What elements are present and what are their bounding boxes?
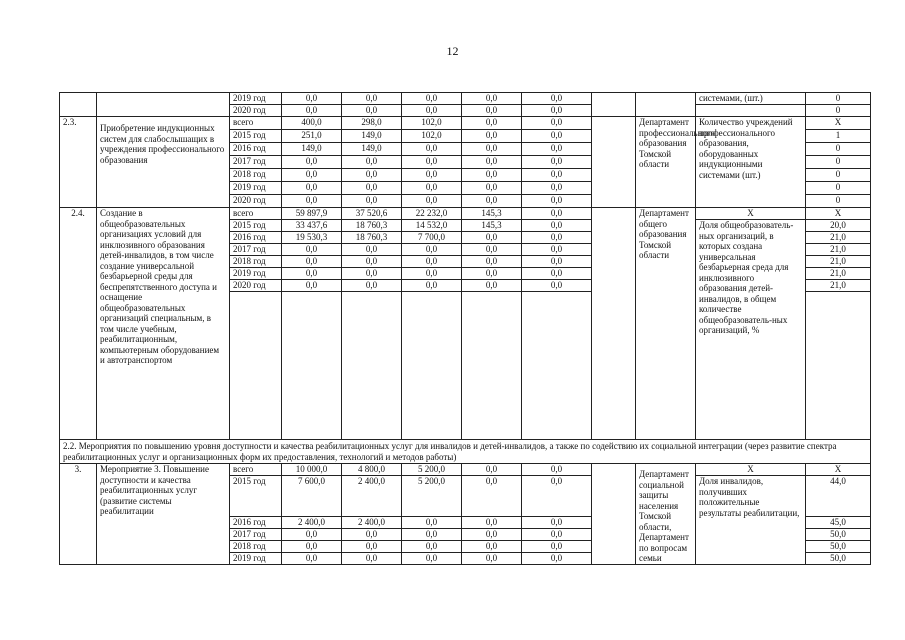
value-cell-4: 0,0	[462, 182, 522, 195]
executor-name: Департамент социальной защиты населения Томской области, Департамент по вопросам семьи	[636, 464, 696, 565]
value-cell-3: 0,0	[402, 105, 462, 117]
value-cell-4: 0,0	[462, 268, 522, 280]
table-row	[60, 440, 871, 464]
year-cell: 2016 год	[230, 516, 282, 528]
value-cell-5: 0,0	[522, 105, 592, 117]
indicator-value-cell	[806, 292, 871, 440]
activity-number: 2.4.	[60, 208, 97, 440]
indicator-name-cell	[696, 105, 806, 117]
indicator-header-mark: Х	[696, 208, 806, 220]
value-cell-5: 0,0	[522, 540, 592, 552]
year-cell: 2019 год	[230, 552, 282, 564]
indicator-value-cell: Х	[806, 208, 871, 220]
indicator-value-cell: 20,0	[806, 220, 871, 232]
value-cell-5: 0,0	[522, 268, 592, 280]
value-cell-3: 0,0	[402, 156, 462, 169]
executor-name: Департамент профессионального образования Томской области	[636, 117, 696, 208]
value-cell-1: 0,0	[282, 552, 342, 564]
value-cell-1: 0,0	[282, 182, 342, 195]
value-cell-3: 14 532,0	[402, 220, 462, 232]
year-cell	[230, 292, 282, 440]
year-cell: 2020 год	[230, 280, 282, 292]
value-cell-2: 2 400,0	[342, 516, 402, 528]
value-cell-5: 0,0	[522, 208, 592, 220]
year-cell: 2018 год	[230, 169, 282, 182]
value-cell-1: 400,0	[282, 117, 342, 130]
year-cell: 2016 год	[230, 232, 282, 244]
indicator-value-cell: 1	[806, 130, 871, 143]
value-cell-2: 0,0	[342, 552, 402, 564]
value-cell-5: 0,0	[522, 182, 592, 195]
table-row	[60, 208, 871, 220]
value-cell-3: 0,0	[402, 169, 462, 182]
year-cell: 2017 год	[230, 156, 282, 169]
value-cell-3: 0,0	[402, 528, 462, 540]
value-cell-1: 0,0	[282, 105, 342, 117]
value-cell-1: 0,0	[282, 256, 342, 268]
value-cell-1: 33 437,6	[282, 220, 342, 232]
value-cell-2: 0,0	[342, 156, 402, 169]
value-cell-3: 0,0	[402, 256, 462, 268]
value-cell-1: 0,0	[282, 244, 342, 256]
value-cell-4: 0,0	[462, 143, 522, 156]
value-cell-5: 0,0	[522, 220, 592, 232]
indicator-name: Доля инвалидов, получивших положительные результаты реабилитации,	[696, 476, 806, 565]
indicator-value-cell: 50,0	[806, 552, 871, 564]
value-cell-4: 145,3	[462, 208, 522, 220]
indicator-value-cell: 44,0	[806, 476, 871, 517]
period-cell	[592, 208, 636, 440]
value-cell-3: 0,0	[402, 268, 462, 280]
value-cell-5: 0,0	[522, 130, 592, 143]
year-cell: всего	[230, 208, 282, 220]
value-cell-5: 0,0	[522, 156, 592, 169]
value-cell-5: 0,0	[522, 280, 592, 292]
value-cell-1: 7 600,0	[282, 476, 342, 517]
value-cell-5: 0,0	[522, 232, 592, 244]
section-header-2-2: 2.2. Мероприятия по повышению уровня доступности и качества реабилитационных услуг для инвалидов и детей-инвалидов, а также по содействию их социальной интеграции (через развитие спектра реабилитационных услуг и организационных форм их предоставления, технологий и методов работы)	[60, 440, 871, 464]
value-cell-4: 0,0	[462, 552, 522, 564]
value-cell-3: 7 700,0	[402, 232, 462, 244]
value-cell-3: 0,0	[402, 280, 462, 292]
period-cell	[592, 93, 636, 117]
indicator-value-cell: 0	[806, 156, 871, 169]
value-cell-3: 22 232,0	[402, 208, 462, 220]
value-cell-2: 149,0	[342, 143, 402, 156]
year-cell: 2020 год	[230, 195, 282, 208]
year-cell: 2015 год	[230, 220, 282, 232]
indicator-value-cell: 0	[806, 93, 871, 105]
value-cell-1: 0,0	[282, 268, 342, 280]
executor-cell	[636, 93, 696, 117]
value-cell-1: 0,0	[282, 280, 342, 292]
indicator-value-cell: 21,0	[806, 256, 871, 268]
executor-name: Департамент общего образования Томской области	[636, 208, 696, 440]
value-cell-1: 0,0	[282, 528, 342, 540]
value-cell-2: 18 760,3	[342, 220, 402, 232]
value-cell-5: 0,0	[522, 464, 592, 476]
value-cell-4: 0,0	[462, 528, 522, 540]
year-cell: 2015 год	[230, 476, 282, 517]
year-cell: 2018 год	[230, 256, 282, 268]
indicator-value-cell: 0	[806, 169, 871, 182]
value-cell-4: 0,0	[462, 540, 522, 552]
value-cell-5: 0,0	[522, 476, 592, 517]
indicator-value-cell: 45,0	[806, 516, 871, 528]
indicator-name: Доля общеобразователь-ных организаций, в которых создана универсальная безбарьерная среда для инклюзивного образования детей-инвалидов, в общем количестве общеобразователь-ных организаций, %	[696, 220, 806, 440]
value-cell-3: 0,0	[402, 540, 462, 552]
value-cell-2: 18 760,3	[342, 232, 402, 244]
value-cell-5: 0,0	[522, 195, 592, 208]
value-cell-4: 0,0	[462, 476, 522, 517]
value-cell-4: 0,0	[462, 93, 522, 105]
year-cell: 2019 год	[230, 93, 282, 105]
value-cell-5: 0,0	[522, 552, 592, 564]
value-cell-2: 0,0	[342, 244, 402, 256]
value-cell-5: 0,0	[522, 93, 592, 105]
year-cell: 2016 год	[230, 143, 282, 156]
activity-number: 2.3.	[60, 117, 97, 208]
value-cell-2: 0,0	[342, 540, 402, 552]
value-cell-1: 0,0	[282, 169, 342, 182]
indicator-value-cell: 50,0	[806, 528, 871, 540]
value-cell-2	[342, 292, 402, 440]
value-cell-2: 37 520,6	[342, 208, 402, 220]
year-cell: 2019 год	[230, 268, 282, 280]
year-cell: 2020 год	[230, 105, 282, 117]
year-cell: 2017 год	[230, 528, 282, 540]
value-cell-1: 59 897,9	[282, 208, 342, 220]
value-cell-4: 145,3	[462, 220, 522, 232]
value-cell-4: 0,0	[462, 169, 522, 182]
year-cell: 2017 год	[230, 244, 282, 256]
indicator-value-cell: 0	[806, 195, 871, 208]
value-cell-3	[402, 292, 462, 440]
activity-number: 3.	[60, 464, 97, 565]
value-cell-4: 0,0	[462, 232, 522, 244]
value-cell-4: 0,0	[462, 156, 522, 169]
value-cell-5: 0,0	[522, 169, 592, 182]
value-cell-4	[462, 292, 522, 440]
value-cell-2: 0,0	[342, 182, 402, 195]
value-cell-1: 251,0	[282, 130, 342, 143]
indicator-header-mark: Х	[696, 464, 806, 476]
value-cell-5	[522, 292, 592, 440]
indicator-name-cell: системами, (шт.)	[696, 93, 806, 105]
indicator-name: Количество учреждений профессионального образования, оборудованных индукционными системами (шт.)	[696, 117, 806, 208]
period-cell	[592, 117, 636, 208]
value-cell-1	[282, 292, 342, 440]
value-cell-2: 0,0	[342, 528, 402, 540]
value-cell-3: 0,0	[402, 244, 462, 256]
indicator-value-cell: 0	[806, 105, 871, 117]
value-cell-3: 0,0	[402, 93, 462, 105]
activity-name: Создание в общеобразовательных организациях условий для инклюзивного образования детей-инвалидов, в том числе создание универсальной безбарьерной среды для беспрепятственного доступа и оснащение общеобразовательных организаций специальным, в том числе учебным, реабилитационным, компьютерным оборудованием и автотранспортом	[97, 208, 230, 440]
value-cell-3: 0,0	[402, 552, 462, 564]
value-cell-2: 0,0	[342, 256, 402, 268]
value-cell-1: 0,0	[282, 93, 342, 105]
value-cell-3: 5 200,0	[402, 476, 462, 517]
indicator-value-cell: Х	[806, 117, 871, 130]
year-cell: 2018 год	[230, 540, 282, 552]
year-cell: 2019 год	[230, 182, 282, 195]
value-cell-2: 0,0	[342, 268, 402, 280]
table-row	[60, 117, 871, 130]
value-cell-3: 102,0	[402, 130, 462, 143]
value-cell-5: 0,0	[522, 143, 592, 156]
value-cell-2: 0,0	[342, 93, 402, 105]
table-row	[60, 93, 871, 105]
value-cell-4: 0,0	[462, 130, 522, 143]
value-cell-1: 19 530,3	[282, 232, 342, 244]
indicator-value-cell: 21,0	[806, 244, 871, 256]
year-cell: всего	[230, 117, 282, 130]
value-cell-1: 0,0	[282, 540, 342, 552]
value-cell-1: 149,0	[282, 143, 342, 156]
activity-name: Приобретение индукционных систем для слабослышащих в учреждения профессионального образования	[97, 117, 230, 208]
indicator-value-cell: 0	[806, 182, 871, 195]
value-cell-1: 0,0	[282, 156, 342, 169]
value-cell-4: 0,0	[462, 105, 522, 117]
value-cell-4: 0,0	[462, 516, 522, 528]
value-cell-4: 0,0	[462, 256, 522, 268]
indicator-value-cell: Х	[806, 464, 871, 476]
value-cell-5: 0,0	[522, 516, 592, 528]
indicator-value-cell: 50,0	[806, 540, 871, 552]
value-cell-2: 0,0	[342, 280, 402, 292]
activity-name: Мероприятие 3. Повышение доступности и качества реабилитационных услуг (развитие системы реабилитации	[97, 464, 230, 565]
value-cell-4: 0,0	[462, 195, 522, 208]
table-row	[60, 464, 871, 476]
value-cell-2: 0,0	[342, 105, 402, 117]
value-cell-2: 149,0	[342, 130, 402, 143]
value-cell-1: 0,0	[282, 195, 342, 208]
value-cell-5: 0,0	[522, 528, 592, 540]
year-cell: всего	[230, 464, 282, 476]
value-cell-2: 0,0	[342, 195, 402, 208]
value-cell-1: 10 000,0	[282, 464, 342, 476]
value-cell-5: 0,0	[522, 117, 592, 130]
program-table	[59, 92, 871, 565]
value-cell-3: 0,0	[402, 143, 462, 156]
value-cell-2: 4 800,0	[342, 464, 402, 476]
number-cell	[60, 93, 97, 117]
activity-name-cell	[97, 93, 230, 117]
value-cell-1: 2 400,0	[282, 516, 342, 528]
value-cell-2: 0,0	[342, 169, 402, 182]
value-cell-3: 0,0	[402, 182, 462, 195]
value-cell-3: 0,0	[402, 195, 462, 208]
value-cell-4: 0,0	[462, 117, 522, 130]
value-cell-2: 2 400,0	[342, 476, 402, 517]
value-cell-5: 0,0	[522, 256, 592, 268]
table-body	[60, 93, 871, 565]
indicator-value-cell: 21,0	[806, 280, 871, 292]
value-cell-5: 0,0	[522, 244, 592, 256]
indicator-value-cell: 21,0	[806, 268, 871, 280]
value-cell-2: 298,0	[342, 117, 402, 130]
period-cell	[592, 464, 636, 565]
page-number: 12	[446, 44, 459, 58]
value-cell-4: 0,0	[462, 244, 522, 256]
value-cell-3: 5 200,0	[402, 464, 462, 476]
indicator-value-cell: 0	[806, 143, 871, 156]
value-cell-4: 0,0	[462, 464, 522, 476]
value-cell-3: 0,0	[402, 516, 462, 528]
value-cell-4: 0,0	[462, 280, 522, 292]
indicator-value-cell: 21,0	[806, 232, 871, 244]
value-cell-3: 102,0	[402, 117, 462, 130]
year-cell: 2015 год	[230, 130, 282, 143]
